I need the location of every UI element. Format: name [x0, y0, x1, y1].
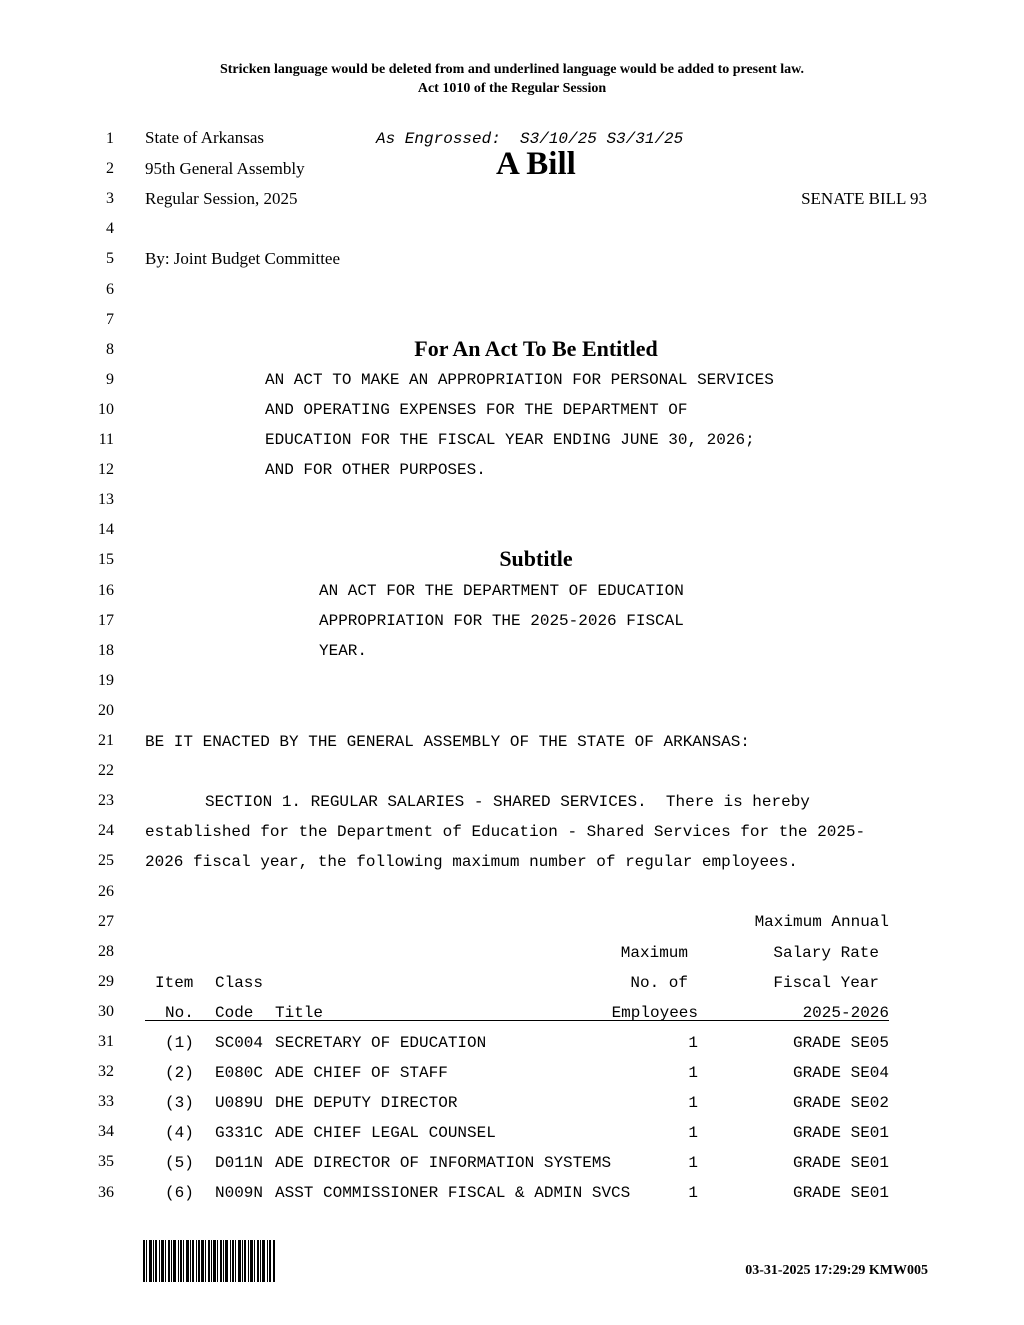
line-number: 27	[98, 912, 114, 930]
notice-line-2: Act 1010 of the Regular Session	[417, 81, 607, 96]
row-title: ASST COMMISSIONER FISCAL & ADMIN SVCS	[275, 1184, 631, 1202]
line-number: 36	[98, 1183, 114, 1201]
line-number: 12	[98, 461, 114, 479]
barcode-image	[143, 1240, 275, 1282]
line-number: 16	[98, 581, 114, 599]
line-number: 24	[98, 822, 114, 840]
header-rate-3: Fiscal Year	[773, 974, 879, 992]
subtitle-line-3: YEAR.	[319, 642, 368, 660]
notice-line-1: Stricken language would be deleted from and underlined language would be added to present law.	[219, 62, 805, 77]
row-code: N009N	[215, 1184, 264, 1202]
header-class-2: Code	[215, 1004, 254, 1022]
bill-number: SENATE BILL 93	[801, 189, 927, 208]
header-rate-1: Maximum Annual	[754, 913, 889, 931]
row-title: DHE DEPUTY DIRECTOR	[275, 1094, 458, 1112]
line-number: 3	[106, 190, 114, 208]
entitled-heading: For An Act To Be Entitled	[414, 336, 658, 361]
line-number: 18	[98, 641, 114, 659]
row-grade: GRADE SE01	[792, 1124, 889, 1142]
enacting-clause: BE IT ENACTED BY THE GENERAL ASSEMBLY OF THE STATE OF ARKANSAS:	[145, 733, 750, 751]
line-number: 32	[98, 1063, 114, 1081]
subtitle-line-2: APPROPRIATION FOR THE 2025-2026 FISCAL	[319, 612, 684, 630]
header-rate-2: Salary Rate	[773, 944, 879, 962]
row-title: ADE DIRECTOR OF INFORMATION SYSTEMS	[275, 1154, 612, 1172]
line-number: 21	[98, 732, 114, 749]
header-max-3: Employees	[611, 1004, 698, 1022]
print-stamp: 03-31-2025 17:29:29 KMW005	[745, 1263, 928, 1278]
line-number: 8	[106, 340, 114, 358]
row-item: (1)	[165, 1034, 194, 1052]
line-number: 30	[98, 1002, 114, 1020]
line-number: 17	[98, 611, 114, 629]
line-number: 23	[98, 792, 114, 810]
line-number: 7	[106, 310, 114, 328]
row-item: (6)	[165, 1184, 194, 1202]
line-number: 20	[98, 701, 114, 719]
line-number: 33	[98, 1093, 114, 1111]
line-number: 26	[98, 882, 114, 900]
section1-line-1: SECTION 1. REGULAR SALARIES - SHARED SERVICES. There is hereby	[205, 793, 810, 811]
section1-line-2: established for the Department of Education - Shared Services for the 2025-	[145, 823, 866, 841]
row-code: U089U	[215, 1094, 264, 1112]
line-number: 28	[98, 942, 114, 960]
subtitle-line-1: AN ACT FOR THE DEPARTMENT OF EDUCATION	[319, 582, 684, 600]
line-number: 19	[98, 671, 114, 689]
row-grade: GRADE SE04	[792, 1064, 889, 1082]
line-number: 9	[106, 370, 114, 388]
header-title: Title	[275, 1004, 324, 1022]
entitled-line-1: AN ACT TO MAKE AN APPROPRIATION FOR PERSONAL SERVICES	[265, 371, 774, 389]
sponsor: By: Joint Budget Committee	[145, 249, 341, 268]
line-number: 14	[98, 521, 114, 539]
row-code: D011N	[215, 1154, 264, 1172]
state-name: State of Arkansas	[145, 128, 264, 147]
row-employees: 1	[688, 1124, 698, 1142]
row-employees: 1	[688, 1034, 698, 1052]
row-code: G331C	[215, 1124, 264, 1142]
header-item-1: Item	[155, 974, 194, 992]
section1-line-3: 2026 fiscal year, the following maximum number of regular employees.	[145, 853, 798, 871]
line-number: 25	[98, 852, 114, 870]
row-item: (3)	[165, 1094, 194, 1112]
header-max-2: No. of	[630, 974, 688, 992]
row-grade: GRADE SE05	[792, 1034, 889, 1052]
line-number: 6	[106, 280, 114, 298]
line-number: 22	[98, 762, 114, 780]
line-number: 10	[98, 400, 114, 418]
header-item-2: No.	[165, 1004, 194, 1022]
entitled-line-3: EDUCATION FOR THE FISCAL YEAR ENDING JUNE 30, 2026;	[265, 431, 755, 449]
row-grade: GRADE SE01	[792, 1184, 889, 1202]
bill-title: A Bill	[496, 146, 576, 182]
general-assembly: 95th General Assembly	[145, 159, 305, 178]
line-number: 11	[98, 431, 114, 448]
entitled-line-2: AND OPERATING EXPENSES FOR THE DEPARTMENT OF	[265, 401, 688, 419]
line-number: 1	[106, 130, 114, 147]
row-employees: 1	[688, 1154, 698, 1172]
line-number: 13	[98, 491, 114, 509]
entitled-line-4: AND FOR OTHER PURPOSES.	[265, 461, 486, 479]
line-number: 2	[106, 160, 114, 178]
row-title: ADE CHIEF LEGAL COUNSEL	[275, 1124, 496, 1142]
header-rate-4: 2025-2026	[802, 1004, 889, 1022]
line-number: 5	[106, 250, 114, 268]
row-item: (5)	[165, 1154, 194, 1172]
row-employees: 1	[688, 1064, 698, 1082]
line-number: 31	[98, 1033, 114, 1050]
line-number: 35	[98, 1153, 114, 1171]
subtitle-heading: Subtitle	[499, 546, 573, 571]
row-item: (4)	[165, 1124, 194, 1142]
row-employees: 1	[688, 1184, 698, 1202]
row-grade: GRADE SE01	[792, 1154, 889, 1172]
table-header-rule	[145, 1020, 889, 1021]
row-code: E080C	[215, 1064, 264, 1082]
line-number: 4	[106, 220, 114, 238]
row-code: SC004	[215, 1034, 264, 1052]
line-number: 29	[98, 972, 114, 990]
header-max-1: Maximum	[620, 944, 688, 962]
row-title: ADE CHIEF OF STAFF	[275, 1064, 448, 1082]
header-class-1: Class	[215, 974, 264, 992]
session: Regular Session, 2025	[145, 189, 298, 208]
engrossed-stamp: As Engrossed: S3/10/25 S3/31/25	[376, 130, 684, 148]
line-number: 34	[98, 1123, 114, 1141]
row-title: SECRETARY OF EDUCATION	[275, 1034, 487, 1052]
row-employees: 1	[688, 1094, 698, 1112]
row-item: (2)	[165, 1064, 194, 1082]
line-number: 15	[98, 551, 114, 569]
row-grade: GRADE SE02	[792, 1094, 889, 1112]
